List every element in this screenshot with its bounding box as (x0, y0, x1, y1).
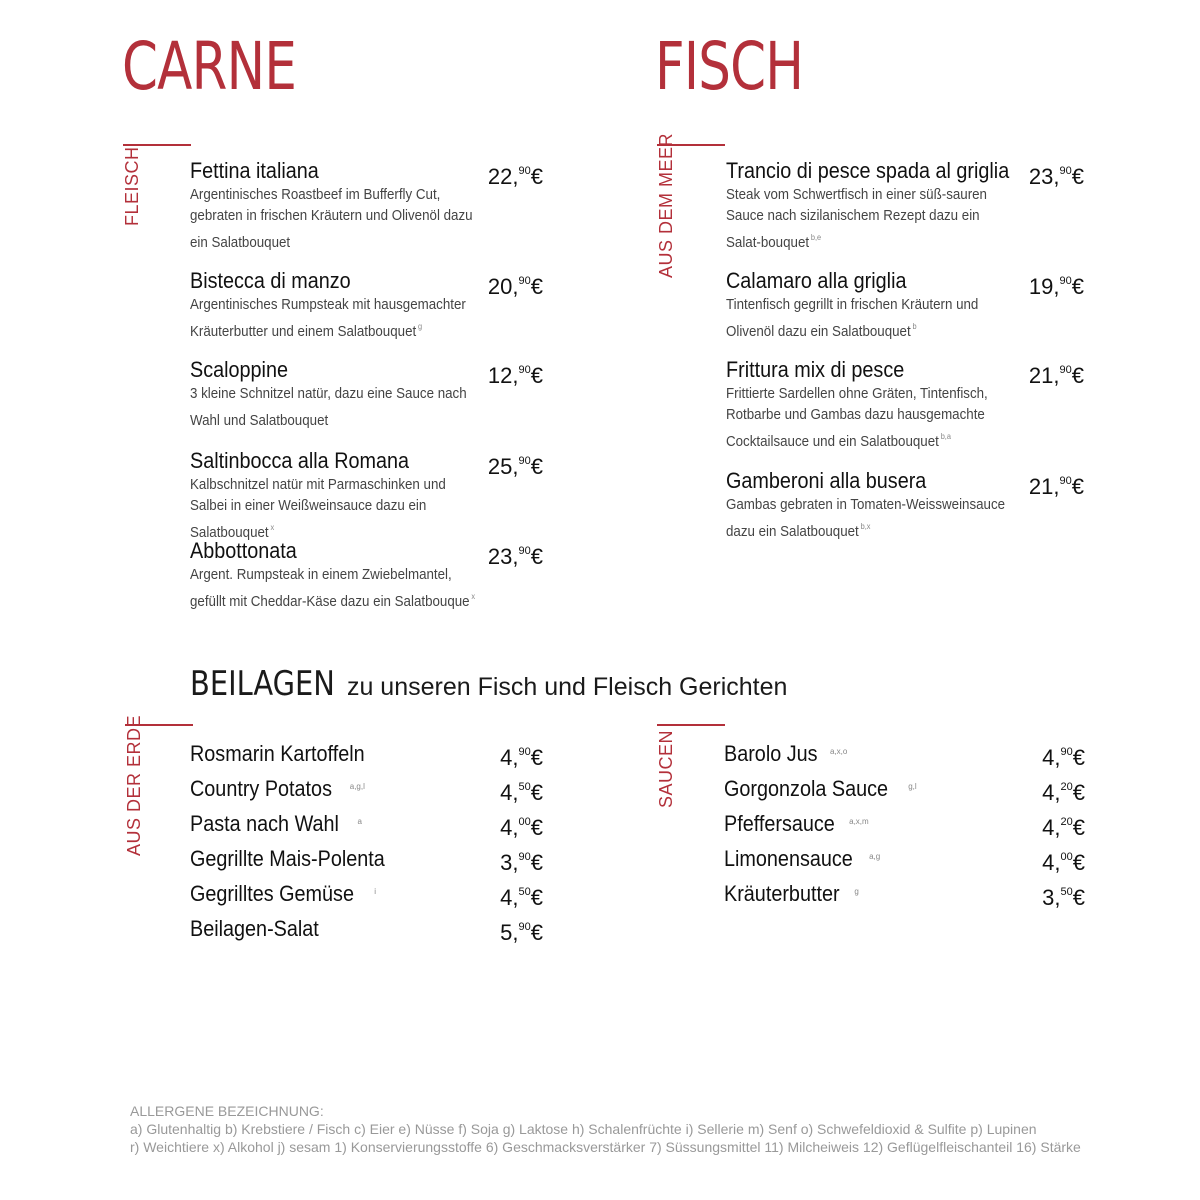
price-cents: 90 (518, 364, 531, 376)
side-item (724, 879, 859, 907)
price (500, 879, 543, 911)
price-cents: 00 (1060, 851, 1073, 863)
price-currency: € (1071, 363, 1084, 388)
price-cents: 50 (518, 886, 531, 898)
price (1042, 879, 1085, 911)
price-main: 23, (487, 544, 519, 569)
dish-name: Calamaro alla griglia (726, 268, 907, 293)
saucen-label: SAUCEN (656, 729, 676, 808)
meer-label: AUS DEM MEER (656, 132, 676, 278)
allergen-codes: b,x (860, 522, 871, 531)
side-item (190, 844, 408, 872)
dish-description (190, 185, 475, 254)
price-currency: € (530, 363, 543, 388)
carne-heading: CARNE (122, 28, 297, 105)
price (500, 809, 543, 841)
price (500, 914, 543, 946)
side-name: Country Potatos (190, 776, 332, 801)
price-cents: 90 (518, 851, 531, 863)
side-name: Kräuterbutter (724, 881, 840, 906)
price-main: 4, (1042, 815, 1061, 840)
side-item (724, 774, 917, 802)
price-currency: € (1072, 885, 1085, 910)
price (500, 739, 543, 771)
price-cents: 90 (1059, 475, 1072, 487)
allergen-codes: b (912, 322, 917, 331)
side-name: Rosmarin Kartoffeln (190, 741, 365, 766)
allergen-codes: x (270, 523, 275, 532)
dish-description-text: 3 kleine Schnitzel natür, dazu eine Sauce nach Wahl und Salatbouquet (190, 386, 467, 429)
price-main: 4, (500, 780, 519, 805)
allergen-codes: g (854, 887, 859, 896)
beilagen-heading: BEILAGEN (190, 664, 335, 704)
dish-description-text: Tintenfisch gegrillt in frischen Kräutern und Olivenöl dazu ein Salatbouquet (726, 297, 979, 340)
allergen-codes: a (357, 817, 362, 826)
price-currency: € (1071, 274, 1084, 299)
dish-name: Scaloppine (190, 357, 288, 382)
side-item (190, 809, 362, 837)
dish-description-text: Steak vom Schwertfisch in einer süß-sauren Sauce nach sizilanischem Rezept dazu ein Salat-bouquet (726, 187, 987, 251)
side-name: Pfeffersauce (724, 811, 835, 836)
price-main: 4, (1042, 780, 1061, 805)
allergen-codes: a,x,m (849, 817, 869, 826)
price-main: 4, (500, 745, 519, 770)
dish-name: Bistecca di manzo (190, 268, 351, 293)
dish-description-text: Argent. Rumpsteak in einem Zwiebelmantel, gefüllt mit Cheddar-Käse dazu ein Salatbouque (190, 567, 470, 610)
price-currency: € (530, 885, 543, 910)
price-main: 19, (1028, 274, 1060, 299)
price-currency: € (530, 850, 543, 875)
price-currency: € (530, 920, 543, 945)
beilagen-subtitle: zu unseren Fisch und Fleisch Gerichten (346, 673, 788, 701)
price-main: 4, (1042, 850, 1061, 875)
price-currency: € (1071, 474, 1084, 499)
side-item (190, 879, 376, 907)
price-main: 21, (1028, 363, 1060, 388)
allergen-legend (130, 1102, 1081, 1156)
price-main: 20, (487, 274, 519, 299)
price-cents: 90 (518, 746, 531, 758)
price (1042, 809, 1085, 841)
price-cents: 00 (518, 816, 531, 828)
side-name: Gorgonzola Sauce (724, 776, 889, 801)
price (1042, 844, 1085, 876)
price-currency: € (1072, 815, 1085, 840)
price-main: 22, (487, 164, 519, 189)
side-item (190, 914, 335, 942)
side-name: Barolo Jus (724, 741, 818, 766)
side-item (724, 844, 880, 872)
price-currency: € (530, 274, 543, 299)
price-main: 4, (1042, 745, 1061, 770)
side-name: Gegrilltes Gemüse (190, 881, 354, 906)
dish-description-text: Argentinisches Roastbeef im Bufferfly Cut, gebraten in frischen Kräutern und Olivenöl dazu ein Salatbouquet (190, 187, 473, 251)
price-currency: € (530, 780, 543, 805)
price (1029, 468, 1084, 500)
price (488, 357, 543, 389)
dish-description (190, 384, 475, 432)
dish-name: Frittura mix di pesce (726, 357, 905, 382)
dish-description (190, 475, 475, 544)
allergen-codes: a,x,o (829, 747, 848, 756)
saucen-divider (657, 724, 725, 726)
price-cents: 90 (1059, 165, 1072, 177)
price-main: 4, (500, 885, 519, 910)
price-cents: 90 (1059, 275, 1072, 287)
allergen-codes: a,g (869, 852, 881, 861)
allergen-codes: b,e (810, 233, 822, 242)
dish-description (726, 495, 1011, 543)
price-main: 12, (487, 363, 519, 388)
dish-description (190, 295, 475, 343)
dish-description (726, 295, 1011, 343)
price-cents: 90 (518, 165, 531, 177)
price-cents: 90 (518, 275, 531, 287)
price-currency: € (530, 815, 543, 840)
price (488, 448, 543, 480)
price-cents: 90 (1059, 364, 1072, 376)
price-cents: 90 (518, 455, 531, 467)
side-item (724, 739, 847, 767)
side-item (724, 809, 869, 837)
allergen-line-2: r) Weichtiere x) Alkohol j) sesam 1) Konservierungsstoffe 6) Geschmacksverstärker 7) Süssungsmittel 11) Milcheiweis 12) Geflügelfleischanteil 16) Stärke (130, 1139, 1081, 1155)
price-main: 4, (500, 815, 519, 840)
price-cents: 90 (518, 921, 531, 933)
price-currency: € (1072, 745, 1085, 770)
allergen-heading: ALLERGENE BEZEICHNUNG: (130, 1103, 324, 1119)
price-main: 23, (1028, 164, 1060, 189)
price-main: 3, (500, 850, 519, 875)
dish-description-text: Argentinisches Rumpsteak mit hausgemachter Kräuterbutter und einem Salatbouquet (190, 297, 466, 340)
dish-description (190, 565, 475, 613)
allergen-codes: b,a (940, 432, 951, 441)
dish-name: Gamberoni alla busera (726, 468, 927, 493)
dish-name: Saltinbocca alla Romana (190, 448, 410, 473)
price-currency: € (1072, 780, 1085, 805)
allergen-codes: a,g,l (349, 782, 365, 791)
price-currency: € (530, 745, 543, 770)
price-cents: 50 (1060, 886, 1073, 898)
price (488, 268, 543, 300)
side-item (190, 774, 365, 802)
price-cents: 50 (518, 781, 531, 793)
price-cents: 20 (1060, 816, 1073, 828)
price (500, 844, 543, 876)
price-currency: € (530, 544, 543, 569)
dish-description-text: Gambas gebraten in Tomaten-Weissweinsauce dazu ein Salatbouquet (726, 497, 1006, 540)
price (1042, 739, 1085, 771)
side-name: Beilagen-Salat (190, 916, 319, 941)
price (500, 774, 543, 806)
dish-name: Fettina italiana (190, 158, 319, 183)
dish-name: Trancio di pesce spada al griglia (726, 158, 1010, 183)
side-name: Limonensauce (724, 846, 853, 871)
price (1029, 357, 1084, 389)
allergen-codes: g (418, 322, 423, 331)
fleisch-label: FLEISCH (122, 146, 142, 226)
price-cents: 20 (1060, 781, 1073, 793)
price-cents: 90 (1060, 746, 1073, 758)
allergen-codes: i (374, 887, 376, 896)
allergen-line-1: a) Glutenhaltig b) Krebstiere / Fisch c) Eier e) Nüsse f) Soja g) Laktose h) Schalenfrüchte i) Sellerie m) Senf o) Schwefeldioxid & Sulfite p) Lupinen (130, 1121, 1037, 1137)
side-item (190, 739, 386, 767)
price (488, 538, 543, 570)
price-currency: € (1071, 164, 1084, 189)
erde-label: AUS DER ERDE (124, 714, 144, 856)
price-main: 3, (1042, 885, 1061, 910)
price (1029, 268, 1084, 300)
price-main: 21, (1028, 474, 1060, 499)
dish-name: Abbottonata (190, 538, 297, 563)
price-cents: 90 (518, 545, 531, 557)
price-currency: € (530, 164, 543, 189)
side-name: Gegrillte Mais-Polenta (190, 846, 385, 871)
side-name: Pasta nach Wahl (190, 811, 339, 836)
price-currency: € (1072, 850, 1085, 875)
price-currency: € (530, 454, 543, 479)
allergen-codes: g,l (908, 782, 917, 791)
dish-description-text: Kalbschnitzel natür mit Parmaschinken und Salbei in einer Weißweinsauce dazu ein Salatbouquet (190, 477, 446, 541)
fisch-heading: FISCH (655, 28, 804, 105)
price (1042, 774, 1085, 806)
dish-description (726, 185, 1011, 254)
beilagen-title (190, 664, 787, 704)
price-main: 25, (487, 454, 519, 479)
price-main: 5, (500, 920, 519, 945)
price (1029, 158, 1084, 190)
dish-description-text: Frittierte Sardellen ohne Gräten, Tintenfisch, Rotbarbe und Gambas dazu hausgemachte Cocktailsauce und ein Salatbouquet (726, 386, 988, 450)
price (488, 158, 543, 190)
dish-description (726, 384, 1011, 453)
allergen-codes: x (471, 592, 476, 601)
